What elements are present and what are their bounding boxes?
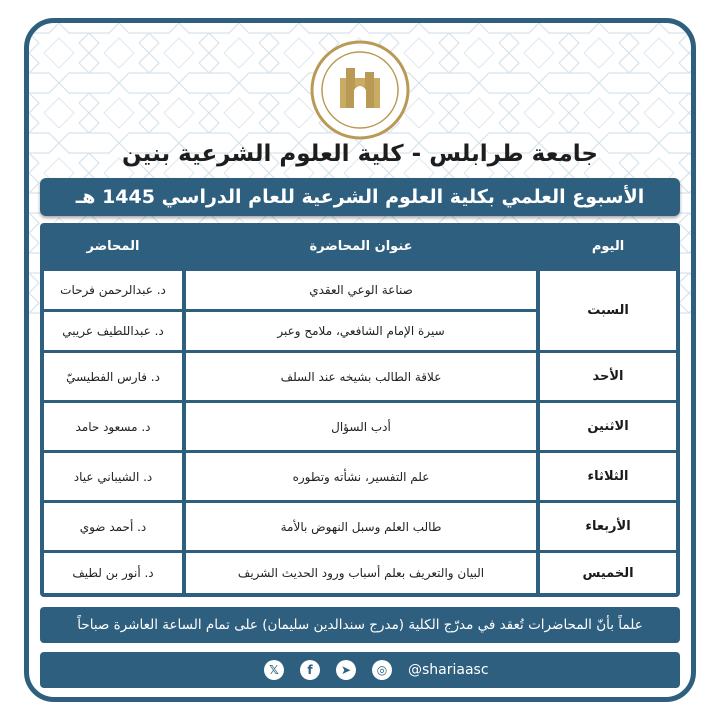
venue-note: علماً بأنّ المحاضرات تُعقد في مدرّج الكلية (مدرج سندالدين سليمان) على تمام الساعة العاشرة صباحاً [40, 607, 680, 643]
university-logo [310, 40, 410, 140]
column-header-lecturer: المحاضر [86, 239, 140, 254]
event-banner: الأسبوع العلمي بكلية العلوم الشرعية للعام الدراسي 1445 هـ [40, 178, 680, 216]
column-header-day: اليوم [591, 239, 625, 254]
lecturer-name: د. أنور بن لطيف [44, 553, 182, 593]
day-cell: الأربعاء [540, 503, 676, 550]
lecture-title: علم التفسير، نشأته وتطوره [186, 453, 536, 500]
day-cell: الخميس [540, 553, 676, 593]
social-footer [40, 652, 680, 688]
day-cell: الأحد [540, 353, 676, 400]
lecturer-name: د. عبدالرحمن فرحات [44, 271, 182, 309]
telegram-icon[interactable]: ➤ [336, 660, 356, 680]
day-cell: الثلاثاء [540, 453, 676, 500]
lecturer-name: د. أحمد ضوي [44, 503, 182, 550]
day-cell: الاثنين [540, 403, 676, 450]
social-handle[interactable]: @shariaasc [408, 662, 489, 678]
day-cell: السبت [540, 271, 676, 350]
lecture-title: طالب العلم وسبل النهوض بالأمة [186, 503, 536, 550]
lecturer-name: د. الشيباني عياد [44, 453, 182, 500]
column-header-lecture: عنوان المحاضرة [309, 239, 413, 254]
lecture-title: البيان والتعريف بعلم أسباب ورود الحديث الشريف [186, 553, 536, 593]
lecturer-name: د. عبداللطيف عريبي [44, 312, 182, 350]
lecturer-name: د. مسعود حامد [44, 403, 182, 450]
schedule-table [40, 223, 680, 597]
lecturer-name: د. فارس الفطيسيّ [44, 353, 182, 400]
x-icon[interactable]: 𝕏 [264, 660, 284, 680]
facebook-icon[interactable]: f [300, 660, 320, 680]
lecture-title: علاقة الطالب بشيخه عند السلف [186, 353, 536, 400]
instagram-icon[interactable]: ◎ [372, 660, 392, 680]
university-title: جامعة طرابلس - كلية العلوم الشرعية بنين [121, 141, 599, 167]
lecture-title: صناعة الوعي العقدي [186, 271, 536, 309]
lecture-title: أدب السؤال [186, 403, 536, 450]
lecture-title: سيرة الإمام الشافعي، ملامح وعبر [186, 312, 536, 350]
